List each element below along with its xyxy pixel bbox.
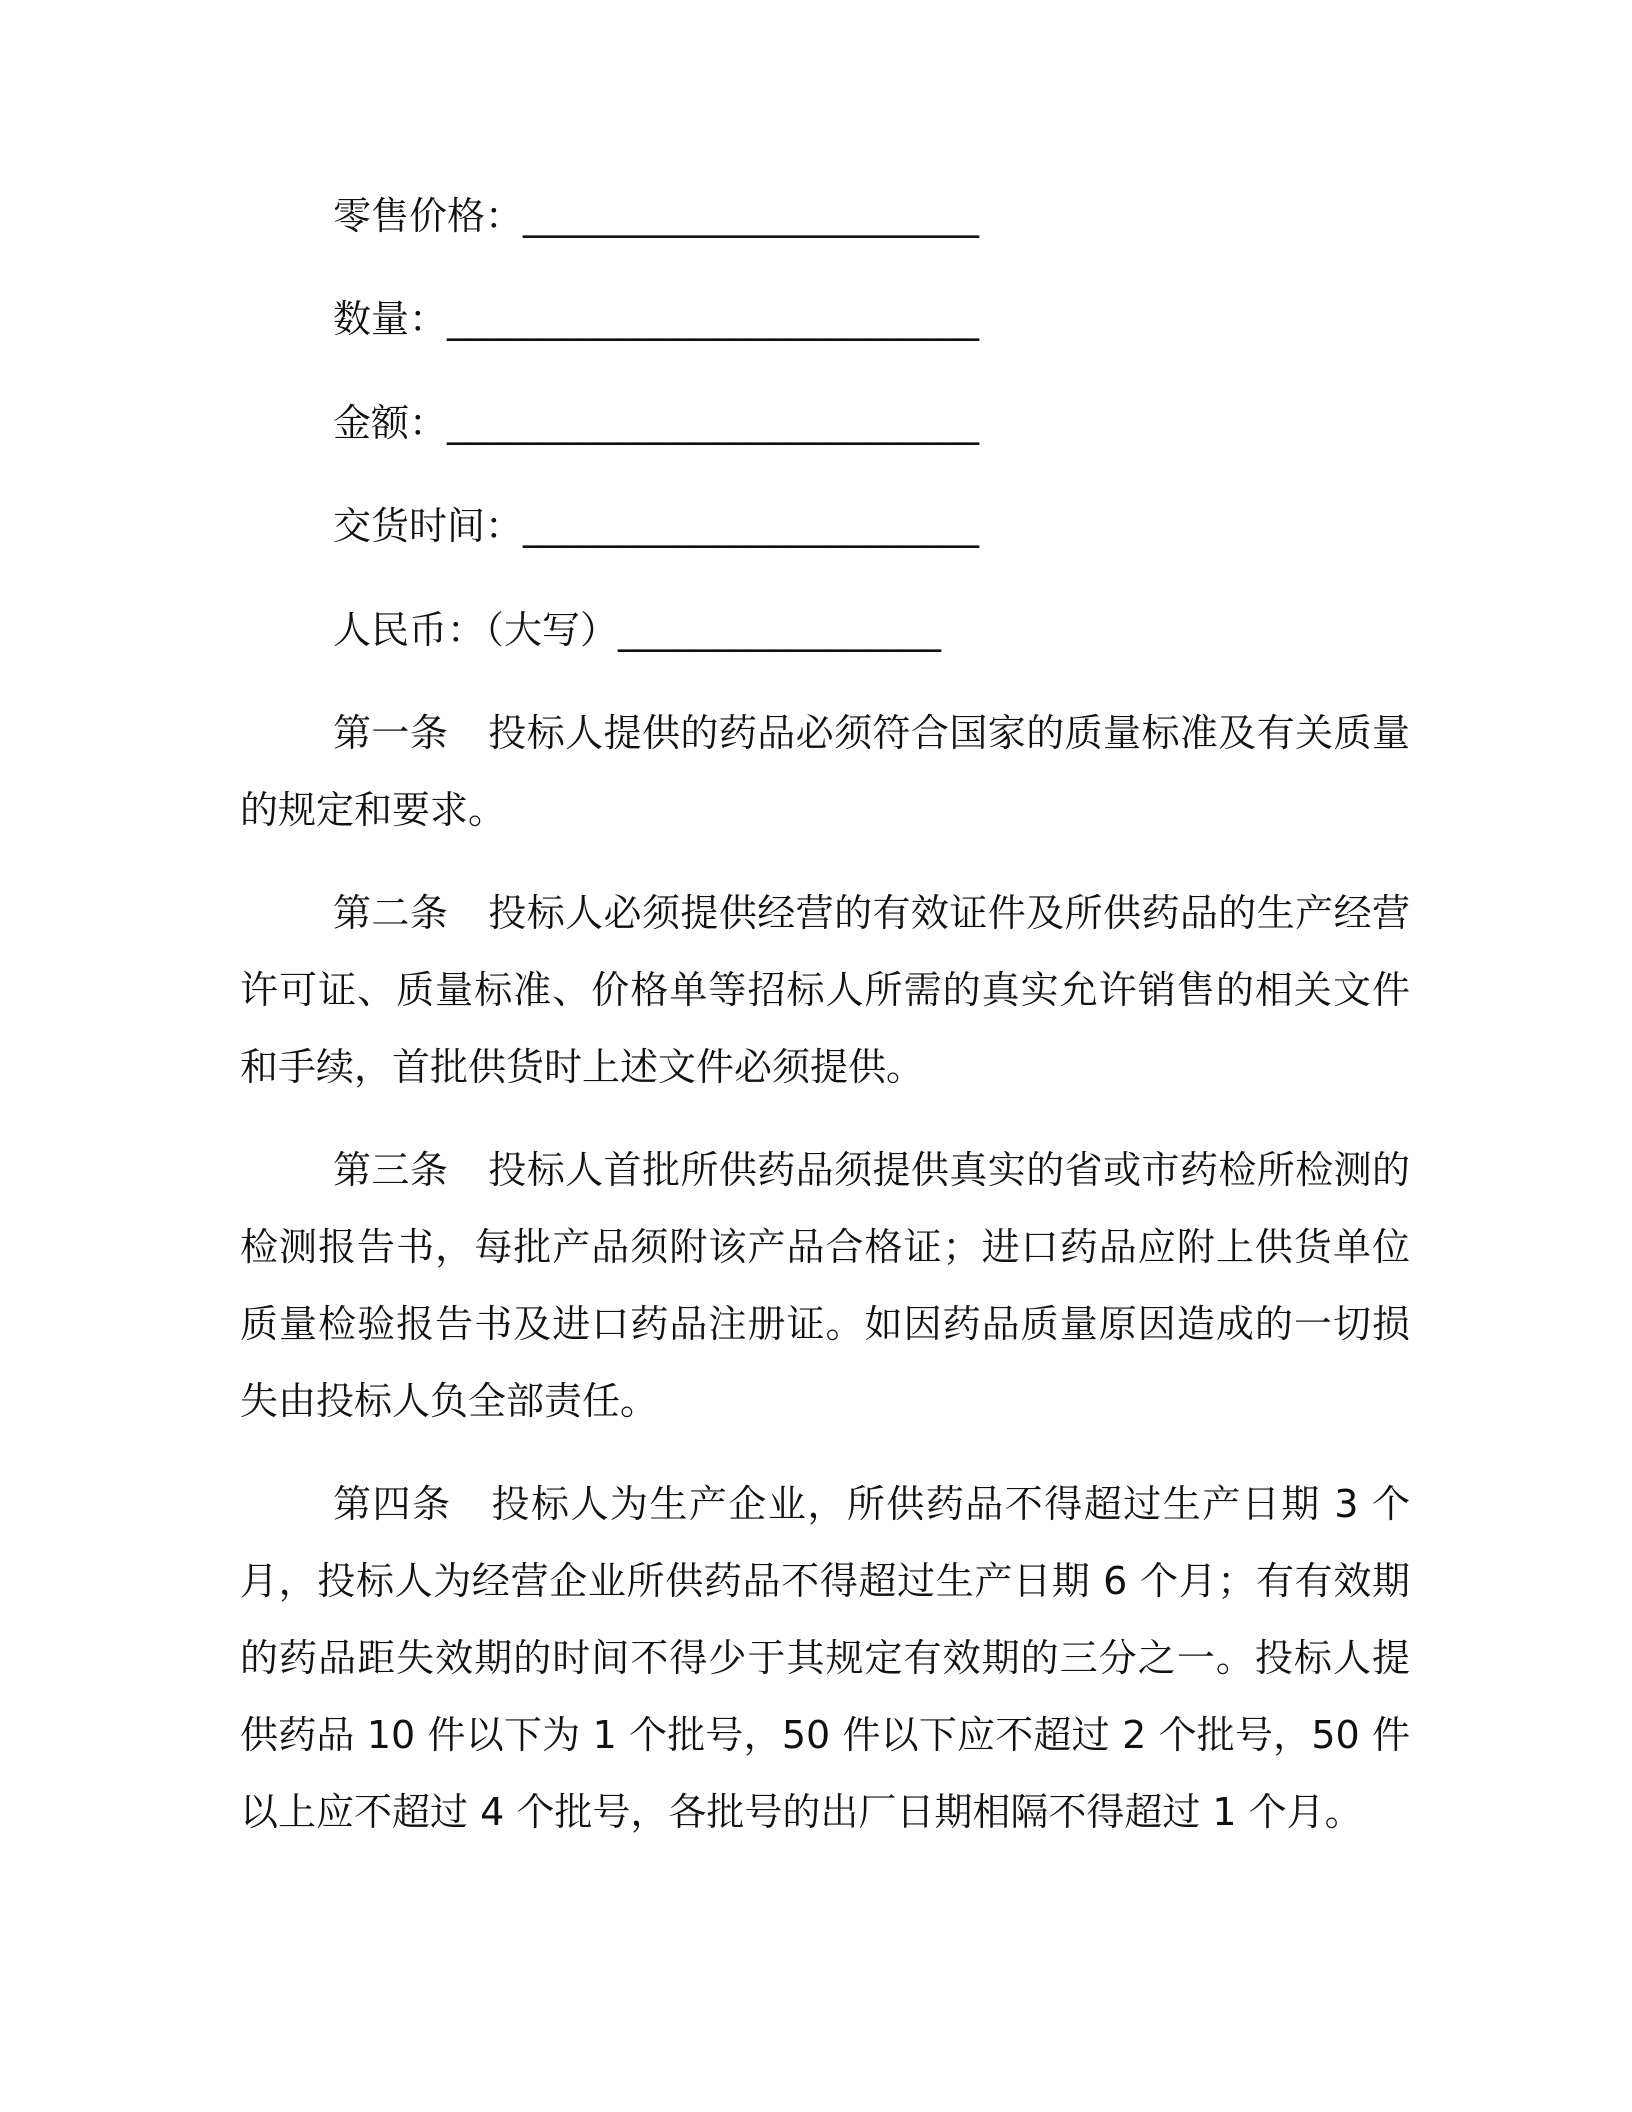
retail-price-field	[333, 192, 979, 240]
rmb-uppercase-field	[333, 606, 941, 654]
article-3-label: 第三条	[333, 1148, 449, 1192]
article-3	[240, 1132, 1410, 1440]
article-1	[240, 695, 1410, 849]
quantity-blank: ____________________________	[447, 297, 980, 341]
delivery-time-label: 交货时间：	[333, 504, 524, 548]
article-1-text: 投标人提供的药品必须符合国家的质量标准及有关质量的规定和要求。	[240, 711, 1410, 832]
article-1-label: 第一条	[333, 711, 449, 755]
amount-blank: ____________________________	[447, 401, 980, 445]
delivery-time-field	[333, 502, 979, 550]
article-2-label: 第二条	[333, 891, 449, 935]
article-2-text: 投标人必须提供经营的有效证件及所供药品的生产经营许可证、质量标准、价格单等招标人所需的真实允许销售的相关文件和手续，首批供货时上述文件必须提供。	[240, 891, 1410, 1089]
article-3-text: 投标人首批所供药品须提供真实的省或市药检所检测的检测报告书，每批产品须附该产品合格证；进口药品应附上供货单位质量检验报告书及进口药品注册证。如因药品质量原因造成的一切损失由投标人负全部责任。	[240, 1148, 1410, 1423]
article-4-label: 第四条	[333, 1482, 452, 1526]
delivery-time-blank: ________________________	[523, 504, 980, 548]
article-4-text: 投标人为生产企业，所供药品不得超过生产日期 3 个月，投标人为经营企业所供药品不得超过生产日期 6 个月；有有效期的药品距失效期的时间不得少于其规定有效期的三分之一。投标人提供药品 10 件以下为 1 个批号，50 件以下应不超过 2 个批号，50 件以上应不超过 4 个批号，各批号的出厂日期相隔不得超过 1 个月。	[240, 1482, 1410, 1834]
quantity-label: 数量：	[333, 297, 448, 341]
quantity-field	[333, 295, 979, 343]
amount-field	[333, 399, 979, 447]
rmb-uppercase-blank: _________________	[618, 608, 942, 652]
amount-label: 金额：	[333, 401, 448, 445]
retail-price-label: 零售价格：	[333, 194, 524, 238]
rmb-uppercase-label: 人民币：（大写）	[333, 608, 619, 652]
article-2	[240, 875, 1410, 1106]
retail-price-blank: ________________________	[523, 194, 980, 238]
article-4	[240, 1466, 1410, 1851]
